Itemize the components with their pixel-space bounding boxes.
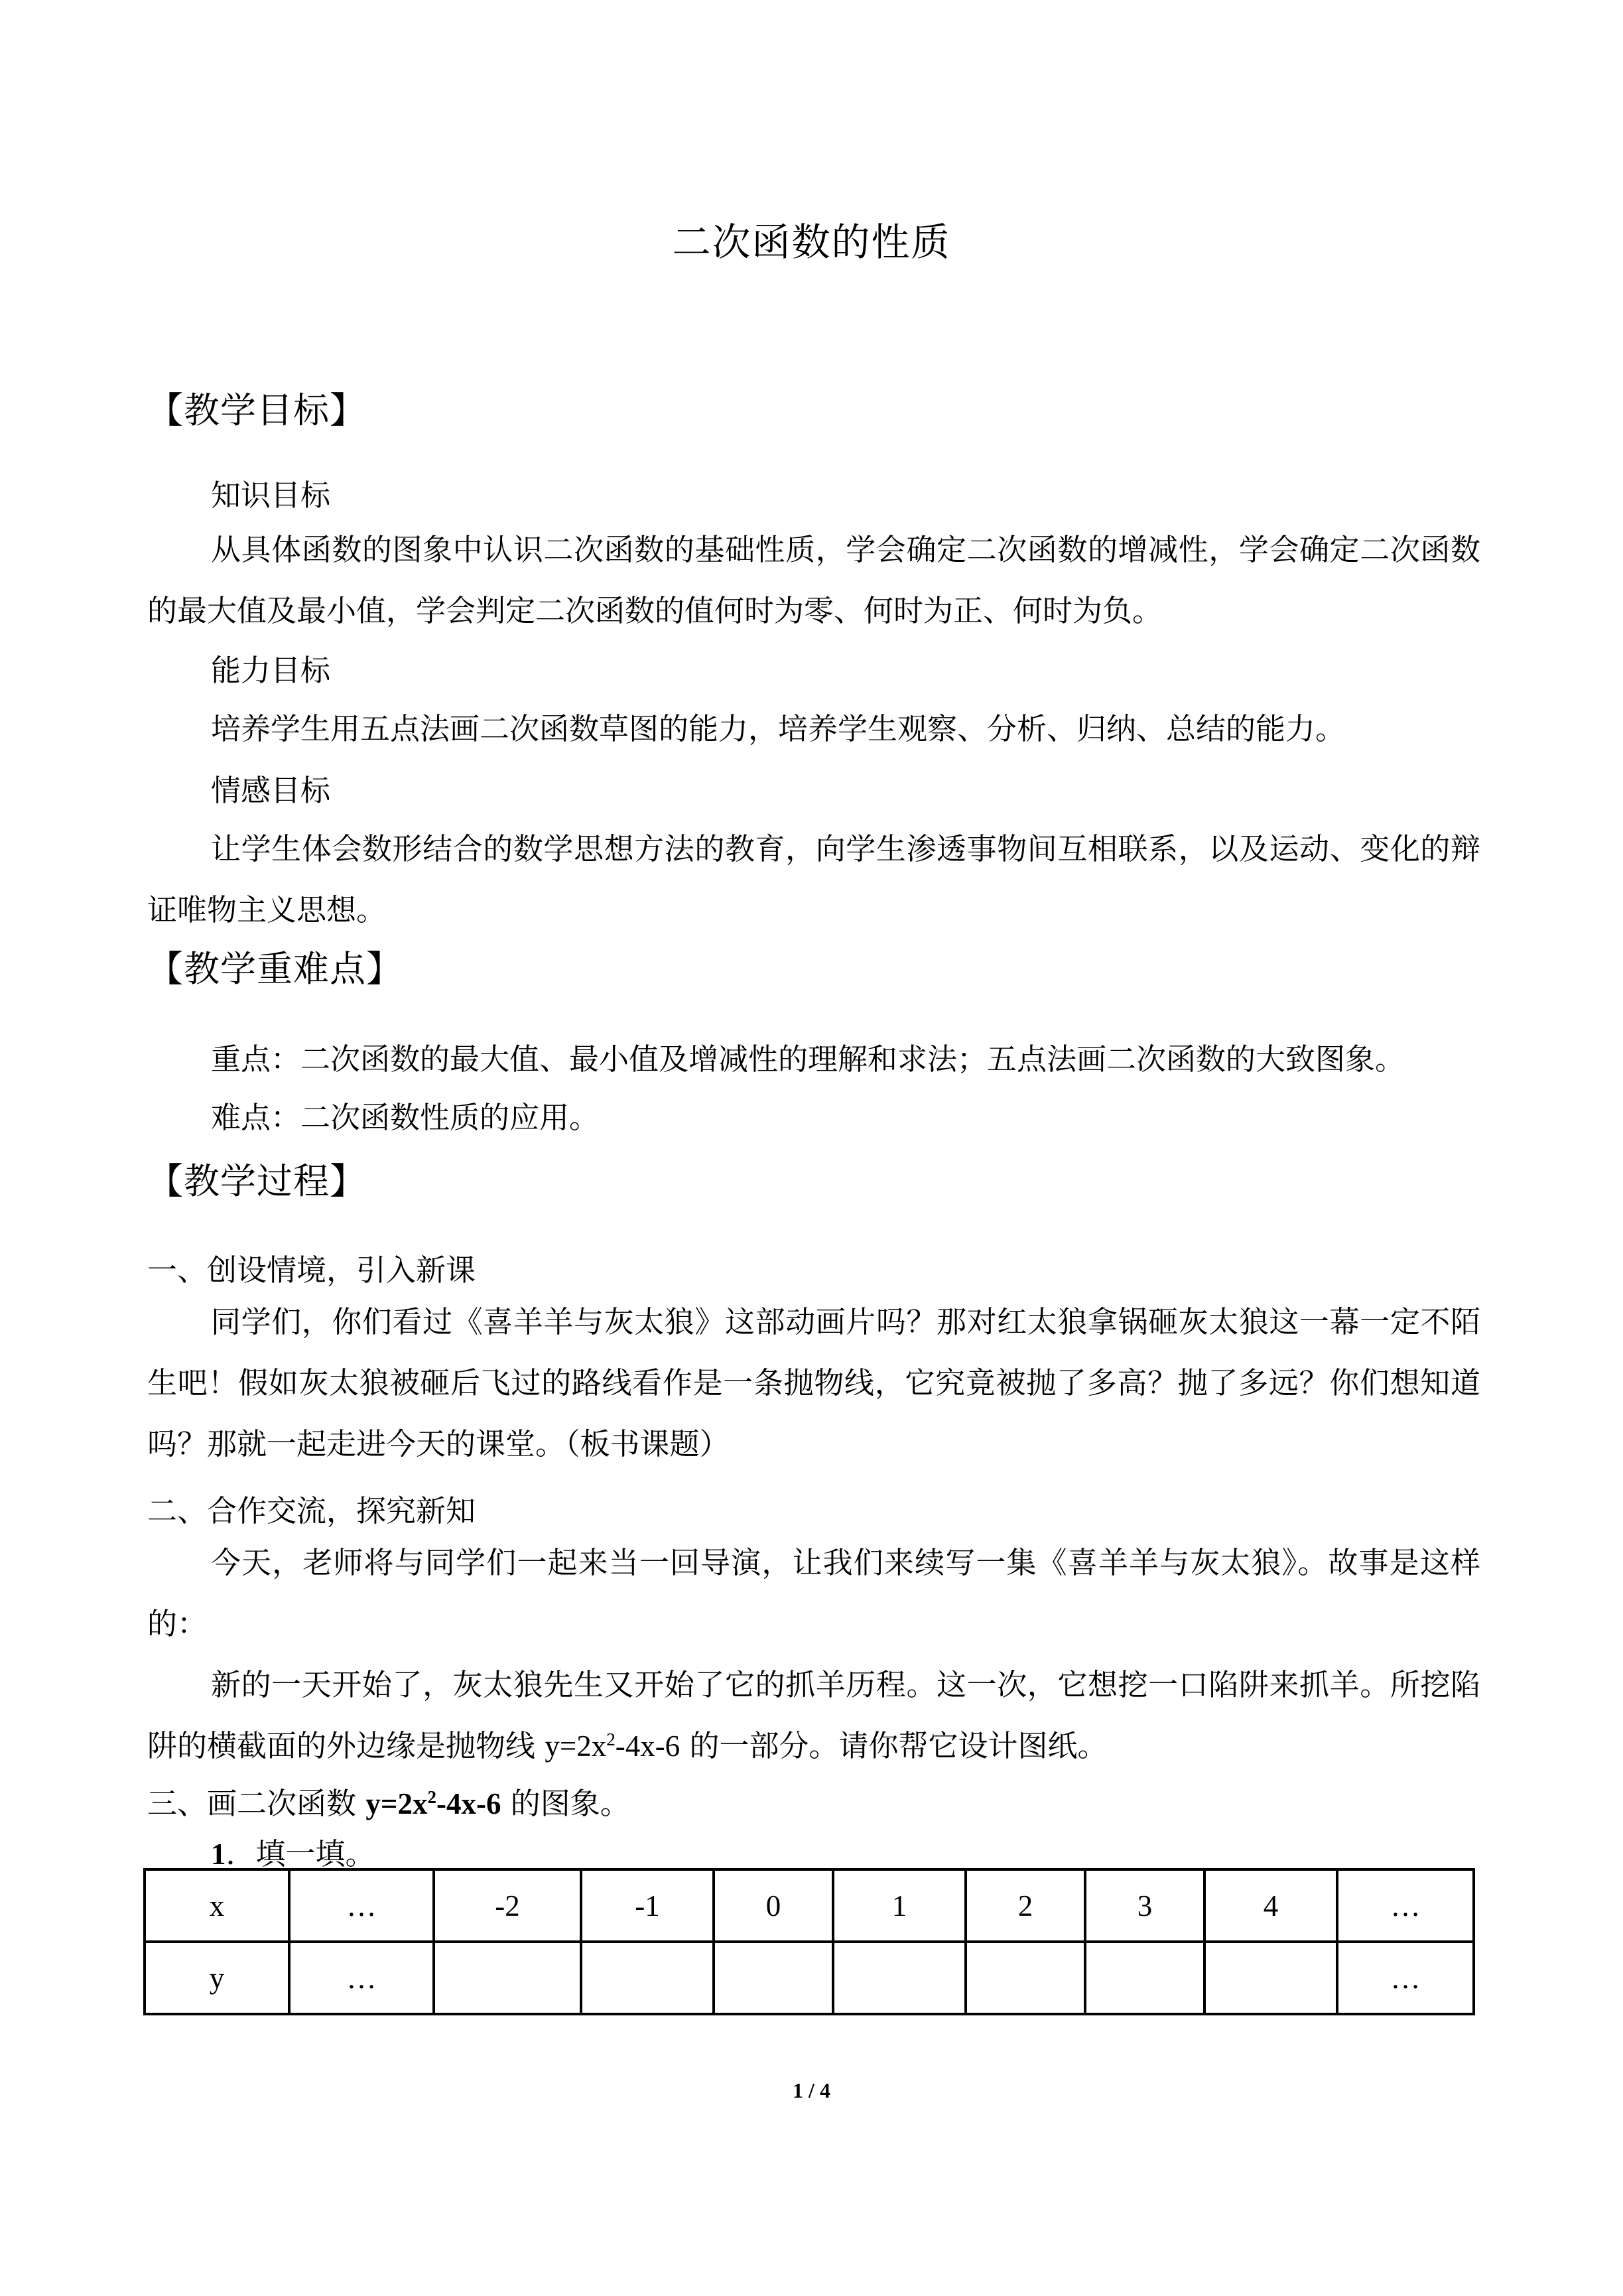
emotion-goal-text: 让学生体会数形结合的数学思想方法的教育，向学生渗透事物间互相联系，以及运动、变化的辩证唯物主义思想。	[147, 831, 1480, 927]
table-row-x	[145, 1869, 1474, 1942]
step2-text-story: 新的一天开始了，灰太狼先生又开始了它的抓羊历程。这一次，它想挖一口陷阱来抓羊。所挖陷阱的横截面的外边缘是抛物线 $y=2x^2-4x-6$ 的一部分。请你帮它设计图纸。	[147, 1667, 1480, 1763]
step1-text: 同学们，你们看过《喜羊羊与灰太狼》这部动画片吗？那对红太狼拿锅砸灰太狼这一幕一定不陌生吧！假如灰太狼被砸后飞过的路线看作是一条抛物线，它究竟被抛了多高？抛了多远？你们想知道吗？那就一起走进今天的课堂。（板书课题）	[147, 1304, 1480, 1461]
step1-title: 一、创设情境，引入新课	[147, 1252, 476, 1288]
table-cell: -2	[434, 1869, 581, 1942]
step3-formula: $y=2x^2-4x-6$	[365, 1787, 501, 1820]
table-cell: -1	[581, 1869, 714, 1942]
table-cell: 4	[1204, 1869, 1337, 1942]
table-cell-blank[interactable]	[966, 1942, 1085, 2014]
table-cell: 1	[833, 1869, 966, 1942]
difficult-point-text: 难点：二次函数性质的应用。	[211, 1100, 600, 1135]
knowledge-goal-label: 知识目标	[211, 478, 331, 513]
page-number: 1 / 4	[793, 2078, 830, 2102]
key-point-text: 重点：二次函数的最大值、最小值及增减性的理解和求法；五点法画二次函数的大致图象。	[211, 1042, 1405, 1077]
step3-title: 三、画二次函数 $y=2x^2-4x-6$ 的图象。	[147, 1786, 630, 1821]
table-cell: …	[289, 1942, 434, 2014]
table-cell-blank[interactable]	[714, 1942, 833, 2014]
step2-text-story-intro: 今天，老师将与同学们一起来当一回导演，让我们来续写一集《喜羊羊与灰太狼》。故事是这样的：	[147, 1545, 1480, 1641]
value-table	[143, 1868, 1475, 2015]
table-cell: …	[1337, 1869, 1474, 1942]
fill-in-instruction: 1．填一填。	[211, 1836, 375, 1871]
section-heading-process: 【教学过程】	[147, 1160, 366, 1202]
table-cell-blank[interactable]	[581, 1942, 714, 2014]
page-title: 二次函数的性质	[672, 220, 951, 265]
table-cell: 0	[714, 1869, 833, 1942]
knowledge-goal-text: 从具体函数的图象中认识二次函数的基础性质，学会确定二次函数的增减性，学会确定二次函数的最大值及最小值，学会判定二次函数的值何时为零、何时为正、何时为负。	[147, 532, 1480, 628]
table-cell: …	[289, 1869, 434, 1942]
ability-goal-text: 培养学生用五点法画二次函数草图的能力，培养学生观察、分析、归纳、总结的能力。	[211, 711, 1346, 746]
section-heading-goals: 【教学目标】	[147, 389, 366, 431]
ability-goal-label: 能力目标	[211, 653, 331, 688]
emotion-goal-label: 情感目标	[211, 773, 331, 808]
table-cell: …	[1337, 1942, 1474, 2014]
step2-title: 二、合作交流，探究新知	[147, 1493, 476, 1528]
section-heading-key-points: 【教学重难点】	[147, 948, 403, 990]
table-cell-blank[interactable]	[434, 1942, 581, 2014]
table-cell: y	[145, 1942, 289, 2014]
parabola-formula: $y=2x^2-4x-6$	[545, 1729, 681, 1763]
table-cell-blank[interactable]	[833, 1942, 966, 2014]
table-cell: x	[145, 1869, 289, 1942]
table-cell: 2	[966, 1869, 1085, 1942]
table-cell-blank[interactable]	[1085, 1942, 1204, 2014]
table-cell: 3	[1085, 1869, 1204, 1942]
table-cell-blank[interactable]	[1204, 1942, 1337, 2014]
table-row-y	[145, 1942, 1474, 2014]
